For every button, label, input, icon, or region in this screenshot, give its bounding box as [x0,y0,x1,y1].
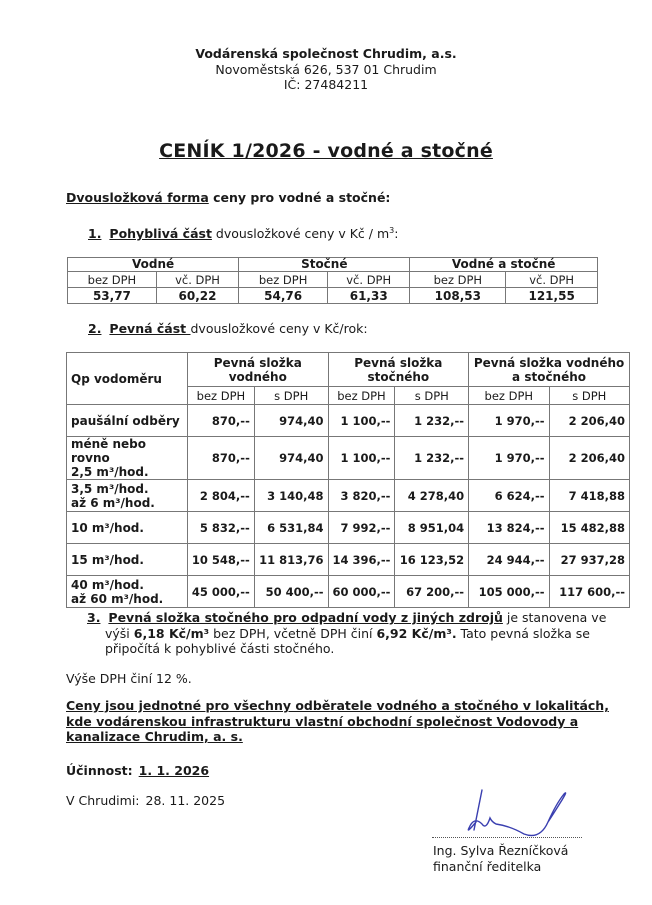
row-label [67,544,188,576]
price-cell: 3 820,-- [328,480,395,512]
group-header: Vodné a stočné [410,258,598,272]
price-cell: 60,22 [156,288,238,304]
group-header-line: stočného [367,369,430,384]
fixed-price-table [66,352,630,608]
section-3-text: je stanovena ve [502,610,607,625]
row-label [67,437,188,480]
price-inc-vat: 6,92 Kč/m³. [376,625,457,641]
vat-note: Výše DPH činí 12 %. [66,671,192,686]
price-cell: 2 804,-- [188,480,255,512]
price-cell: 6 531,84 [254,512,328,544]
subheader: s DPH [549,387,629,405]
section-1-label: Pohyblivá část [109,226,212,242]
section-2-text: dvousložkové ceny v Kč/rok: [190,321,368,336]
place-date-value: 28. 11. 2025 [145,793,226,808]
section-2-heading [88,321,368,336]
subtitle-underlined: Dvousložková forma [66,190,209,205]
price-cell: 27 937,28 [549,544,629,576]
section-3-line-3: připočítá k pohyblivé části stočného. [105,641,335,656]
price-cell: 121,55 [506,288,598,304]
table-subheader-row [68,272,598,288]
effective-date-value: 1. 1. 2026 [138,763,210,778]
row-label [67,405,188,437]
subtitle-rest: ceny pro vodné a stočné: [208,190,391,205]
group-header-line: Pevná složka vodného [473,355,625,370]
form-subtitle [66,190,390,205]
subheader: s DPH [254,387,328,405]
company-name: Vodárenská společnost Chrudim, a.s. [195,46,457,61]
price-cell: 108,53 [410,288,506,304]
price-cell: 7 992,-- [328,512,395,544]
section-3-text: Tato pevná složka se [456,625,590,641]
price-cell: 2 206,40 [549,437,629,480]
variable-price-table [67,257,598,304]
place-date [66,793,225,808]
subheader: bez DPH [469,387,549,405]
group-header-line: vodného [228,369,287,384]
group-header [188,353,329,387]
price-cell: 974,40 [254,437,328,480]
price-cell: 16 123,52 [395,544,469,576]
row-label-line: až 60 m³/hod. [71,591,164,606]
row-label [67,480,188,512]
row-label-line: 15 m³/hod. [71,552,144,567]
section-1-number: 1. [88,226,102,242]
row-label [67,576,188,608]
place-label: V Chrudimi: [66,793,140,808]
price-cell: 2 206,40 [549,405,629,437]
price-cell: 870,-- [188,437,255,480]
subheader: bez DPH [68,272,157,288]
price-cell: 1 970,-- [469,405,549,437]
section-2-number: 2. [88,321,102,336]
price-cell: 50 400,-- [254,576,328,608]
subheader: bez DPH [239,272,328,288]
table-row [68,288,598,304]
section-3-text: bez DPH, včetně DPH činí [209,625,377,641]
subheader: vč. DPH [506,272,598,288]
row-label-line: méně nebo rovno [71,437,147,465]
row-label-line: 2,5 m³/hod. [71,465,149,479]
price-cell: 15 482,88 [549,512,629,544]
group-header: Stočné [239,258,410,272]
price-cell: 1 970,-- [469,437,549,480]
price-cell: 67 200,-- [395,576,469,608]
price-cell: 870,-- [188,405,255,437]
signature-line [432,837,582,838]
price-cell: 1 232,-- [395,437,469,480]
price-cell: 1 232,-- [395,405,469,437]
group-header-line: Pevná složka [354,355,443,370]
price-cell: 61,33 [328,288,410,304]
group-header-line: Pevná složka [213,355,302,370]
price-ex-vat: 6,18 Kč/m³ [133,625,210,641]
row-label [67,512,188,544]
table-row [67,437,630,480]
superscript: 3 [389,226,395,235]
price-cell: 105 000,-- [469,576,549,608]
group-header: Vodné [68,258,239,272]
row-label-line: 10 m³/hod. [71,520,144,535]
effective-label: Účinnost: [66,763,133,778]
effective-date [66,763,209,778]
group-header [469,353,630,387]
section-3-label: Pevná složka stočného pro odpadní vody z jiných zdrojů [108,610,503,625]
price-cell: 117 600,-- [549,576,629,608]
company-header [0,46,652,93]
price-cell: 8 951,04 [395,512,469,544]
price-cell: 60 000,-- [328,576,395,608]
group-header [328,353,469,387]
price-cell: 14 396,-- [328,544,395,576]
price-cell: 13 824,-- [469,512,549,544]
table-row [67,405,630,437]
section-3-line-2 [87,626,627,642]
price-cell: 54,76 [239,288,328,304]
uniform-prices-notice: Ceny jsou jednotné pro všechny odběratele vodného a stočného v lokalitách, kde vodárenskou infrastrukturu vlastní obchodní společnost Vodovody a kanalizace Chrudim, a. s. [66,698,609,744]
table-row [67,512,630,544]
subheader: bez DPH [188,387,255,405]
price-cell: 4 278,40 [395,480,469,512]
section-2-label: Pevná část [109,321,191,336]
subheader: bez DPH [328,387,395,405]
signature-icon [452,782,582,842]
subheader: bez DPH [410,272,506,288]
section-3-number: 3. [87,610,101,625]
company-address: Novoměstská 626, 537 01 Chrudim [215,61,437,77]
signer-role: finanční ředitelka [433,858,542,874]
section-3-text: výši [105,625,134,641]
document-title: CENÍK 1/2026 - vodné a stočné [159,140,493,162]
subheader: vč. DPH [328,272,410,288]
price-cell: 45 000,-- [188,576,255,608]
qp-header: Qp vodoměru [67,353,188,405]
row-label-line: až 6 m³/hod. [71,495,155,510]
table-group-row [68,258,598,272]
section-3-paragraph [87,610,627,657]
row-label-line: paušální odběry [71,413,180,428]
price-cell: 1 100,-- [328,405,395,437]
price-cell: 5 832,-- [188,512,255,544]
section-1-colon: : [394,226,399,242]
group-header-line: a stočného [512,369,587,384]
price-cell: 24 944,-- [469,544,549,576]
price-cell: 7 418,88 [549,480,629,512]
signer-block [433,843,568,874]
table-row [67,480,630,512]
price-cell: 3 140,48 [254,480,328,512]
price-cell: 11 813,76 [254,544,328,576]
section-1-heading [88,226,398,241]
price-cell: 974,40 [254,405,328,437]
table-group-row [67,353,630,387]
section-1-text: dvousložkové ceny v Kč / m [211,226,390,242]
company-ico: IČ: 27484211 [283,77,369,92]
price-cell: 53,77 [68,288,157,304]
signer-name: Ing. Sylva Řezníčková [433,843,569,858]
subheader: vč. DPH [156,272,238,288]
row-label-line: 3,5 m³/hod. [71,481,149,496]
price-cell: 6 624,-- [469,480,549,512]
table-row [67,576,630,608]
table-row [67,544,630,576]
price-cell: 1 100,-- [328,437,395,480]
price-cell: 10 548,-- [188,544,255,576]
row-label-line: 40 m³/hod. [71,577,144,592]
subheader: s DPH [395,387,469,405]
